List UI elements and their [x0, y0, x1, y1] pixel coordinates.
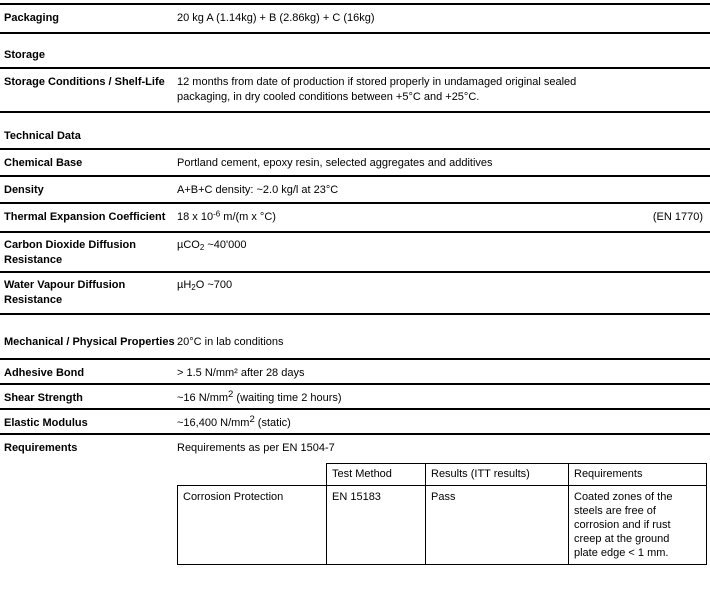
shear-value-post: (waiting time 2 hours) — [233, 392, 342, 404]
adhesive-bond-value: > 1.5 N/mm² after 28 days — [177, 367, 305, 379]
technical-data-heading: Technical Data — [0, 113, 710, 150]
h2o-value-post: O ~700 — [195, 279, 233, 291]
thermal-value-exponent: -6 — [213, 209, 221, 219]
table-row-corrosion-protection — [178, 486, 707, 565]
storage-conditions-value-line1: 12 months from date of production if stored properly in undamaged original sealed — [177, 76, 577, 88]
packaging-label: Packaging — [4, 12, 60, 24]
thermal-expansion-row — [0, 204, 710, 233]
thermal-value-post: m/(m x °C) — [220, 211, 276, 223]
table-cell-property: Corrosion Protection — [178, 486, 327, 565]
packaging-value: 20 kg A (1.14kg) + B (2.86kg) + C (16kg) — [177, 12, 375, 24]
shear-value-pre: ~16 N/mm — [177, 392, 229, 404]
density-label: Density — [4, 184, 44, 196]
elastic-modulus-value — [177, 416, 710, 431]
storage-conditions-value-line2: packaging, in dry cooled conditions between +5°C and +25°C. — [177, 91, 480, 103]
co2-value-pre: µCO — [177, 239, 200, 251]
mechanical-properties-conditions: 20°C in lab conditions — [177, 336, 284, 348]
adhesive-bond-label: Adhesive Bond — [4, 367, 85, 379]
elastic-value-exponent: 2 — [249, 414, 255, 425]
requirement-line: plate edge < 1 mm. — [574, 547, 669, 559]
co2-diffusion-label: Carbon Dioxide Diffusion Resistance — [4, 239, 136, 266]
storage-conditions-value — [177, 75, 710, 105]
requirements-table-header-row — [178, 464, 707, 486]
elastic-value-post: (static) — [254, 417, 291, 429]
elastic-modulus-label: Elastic Modulus — [4, 417, 88, 429]
table-header-requirements: Requirements — [569, 464, 707, 486]
storage-conditions-label: Storage Conditions / Shelf-Life — [4, 76, 165, 88]
mechanical-properties-row — [0, 315, 710, 360]
table-cell-test-method: EN 15183 — [327, 486, 426, 565]
density-value: A+B+C density: ~2.0 kg/l at 23°C — [177, 184, 339, 196]
h2o-value-subscript: 2 — [191, 283, 196, 292]
chemical-base-row — [0, 150, 710, 177]
thermal-expansion-label: Thermal Expansion Coefficient — [4, 211, 166, 223]
requirements-row — [0, 435, 710, 456]
table-header-test-method: Test Method — [327, 464, 426, 486]
table-header-empty-cell — [178, 464, 327, 486]
h2o-value-pre: µH — [177, 279, 192, 291]
storage-conditions-row — [0, 69, 710, 113]
shear-strength-label: Shear Strength — [4, 392, 83, 404]
density-row — [0, 177, 710, 204]
table-cell-result: Pass — [426, 486, 569, 565]
requirement-line: Coated zones of the — [574, 491, 673, 503]
co2-diffusion-row — [0, 233, 710, 273]
shear-value-exponent: 2 — [228, 389, 234, 400]
co2-diffusion-value — [177, 238, 710, 268]
h2o-diffusion-value — [177, 278, 710, 308]
elastic-modulus-row — [0, 410, 710, 435]
h2o-diffusion-row — [0, 273, 710, 315]
requirement-line: creep at the ground — [574, 533, 670, 545]
table-header-results: Results (ITT results) — [426, 464, 569, 486]
h2o-diffusion-label: Water Vapour Diffusion Resistance — [4, 279, 126, 306]
chemical-base-label: Chemical Base — [4, 157, 83, 169]
mechanical-properties-heading: Mechanical / Physical Properties — [4, 336, 175, 348]
adhesive-bond-row — [0, 360, 710, 385]
chemical-base-value: Portland cement, epoxy resin, selected aggregates and additives — [177, 157, 493, 169]
co2-value-post: ~40'000 — [204, 239, 247, 251]
requirement-line: steels are free of — [574, 505, 656, 517]
requirements-value: Requirements as per EN 1504-7 — [177, 442, 335, 454]
thermal-expansion-value — [177, 210, 653, 225]
packaging-row — [0, 5, 710, 34]
shear-strength-row — [0, 385, 710, 410]
table-cell-requirement — [569, 486, 707, 565]
elastic-value-pre: ~16,400 N/mm — [177, 417, 250, 429]
shear-strength-value — [177, 391, 710, 406]
storage-heading: Storage — [0, 34, 710, 69]
thermal-expansion-standard: (EN 1770) — [652, 211, 703, 223]
requirements-table — [177, 463, 707, 565]
requirements-label: Requirements — [4, 442, 78, 454]
thermal-value-pre: 18 x 10 — [177, 211, 214, 223]
co2-value-subscript: 2 — [199, 243, 205, 252]
requirement-line: corrosion and if rust — [574, 519, 671, 531]
